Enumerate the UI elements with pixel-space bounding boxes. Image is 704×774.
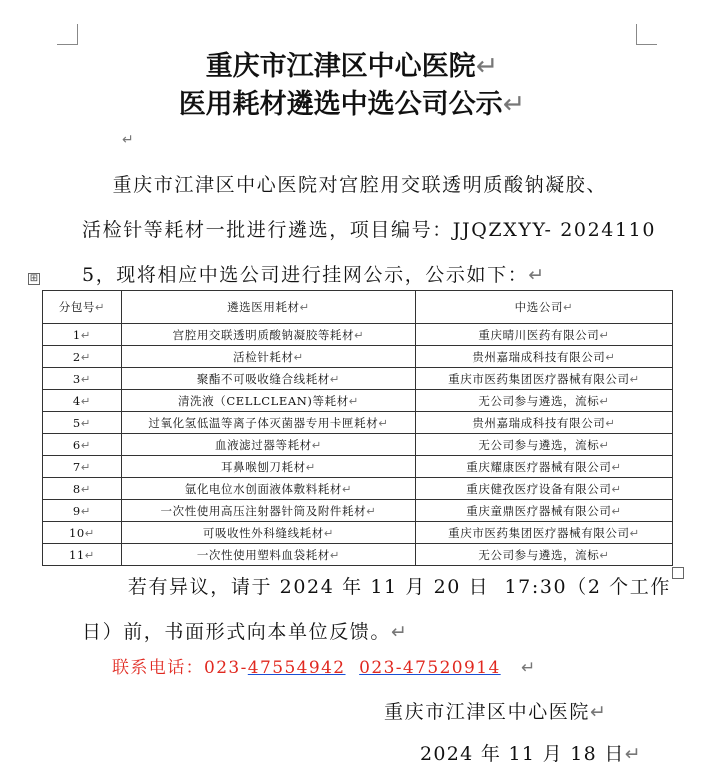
document-title-line2: 医用耗材遴选中选公司公示↵	[178, 89, 526, 120]
contact-phone-2: 023-47520914	[359, 658, 501, 678]
table-cell: 活检针耗材↵	[122, 346, 416, 368]
table-cell: 氩化电位水创面液体敷料耗材↵	[122, 478, 416, 500]
table-cell: 宫腔用交联透明质酸钠凝胶等耗材↵	[122, 324, 416, 346]
table-row	[43, 434, 673, 456]
table-header-cell: 分包号↵	[43, 291, 122, 324]
table-cell: 无公司参与遴选，流标↵	[416, 434, 673, 456]
table-cell: 7↵	[43, 456, 122, 478]
signature-organization: 重庆市江津区中心医院↵	[384, 701, 608, 723]
table-cell: 贵州嘉瑞成科技有限公司↵	[416, 346, 673, 368]
table-cell: 2↵	[43, 346, 122, 368]
table-cell: 重庆晴川医药有限公司↵	[416, 324, 673, 346]
table-cell: 8↵	[43, 478, 122, 500]
table-row	[43, 500, 673, 522]
table-cell: 无公司参与遴选，流标↵	[416, 544, 673, 566]
table-header-cell: 中选公司↵	[416, 291, 673, 324]
table-cell: 重庆健孜医疗设备有限公司↵	[416, 478, 673, 500]
contact-phone-1: 47554942	[247, 658, 346, 678]
table-row	[43, 544, 673, 566]
intro-line-3: 5，现将相应中选公司进行挂网公示，公示如下：↵	[82, 264, 546, 286]
document-title-line1: 重庆市江津区中心医院↵	[205, 51, 499, 82]
table-cell: 可吸收性外科缝线耗材↵	[122, 522, 416, 544]
table-cell: 一次性使用塑料血袋耗材↵	[122, 544, 416, 566]
table-cell: 一次性使用高压注射器针筒及附件耗材↵	[122, 500, 416, 522]
selection-results-table	[42, 290, 673, 566]
table-cell: 重庆童鼎医疗器械有限公司↵	[416, 500, 673, 522]
table-cell: 无公司参与遴选，流标↵	[416, 390, 673, 412]
paragraph-mark-icon: ↵	[122, 132, 134, 148]
contact-label: 联系电话：023-	[112, 658, 248, 678]
table-move-handle-icon[interactable]: ⊞	[29, 273, 39, 284]
objection-paragraph	[82, 565, 671, 655]
table-cell: 重庆市医药集团医疗器械有限公司↵	[416, 522, 673, 544]
table-cell: 血液滤过器等耗材↵	[122, 434, 416, 456]
table-row	[43, 456, 673, 478]
table-cell: 5↵	[43, 412, 122, 434]
table-cell: 聚酯不可吸收缝合线耗材↵	[122, 368, 416, 390]
page-corner-mark-top-right	[636, 24, 657, 45]
signature-date: 2024 年 11 月 18 日↵	[420, 743, 642, 765]
table-cell: 耳鼻喉刨刀耗材↵	[122, 456, 416, 478]
intro-line-1: 重庆市江津区中心医院对宫腔用交联透明质酸钠凝胶、	[112, 174, 607, 196]
table-row	[43, 478, 673, 500]
table-resize-handle[interactable]	[672, 567, 684, 579]
table-header-row	[43, 291, 673, 324]
table-row	[43, 368, 673, 390]
table-cell: 4↵	[43, 390, 122, 412]
table-cell: 重庆市医药集团医疗器械有限公司↵	[416, 368, 673, 390]
table-cell: 清洗液（CELLCLEAN)等耗材↵	[122, 390, 416, 412]
table-cell: 6↵	[43, 434, 122, 456]
table-row	[43, 522, 673, 544]
contact-phone-line: 联系电话：023-47554942 023-47520914 ↵	[112, 658, 537, 678]
table-cell: 贵州嘉瑞成科技有限公司↵	[416, 412, 673, 434]
table-row	[43, 412, 673, 434]
table-cell: 重庆耀康医疗器械有限公司↵	[416, 456, 673, 478]
objection-line-1: 若有异议，请于 2024 年 11 月 20 日 17:30（2 个工作	[127, 576, 671, 598]
table-header-cell: 遴选医用耗材↵	[122, 291, 416, 324]
table-cell: 1↵	[43, 324, 122, 346]
table-cell: 过氧化氢低温等离子体灭菌器专用卡匣耗材↵	[122, 412, 416, 434]
intro-paragraph	[82, 163, 657, 298]
table-cell: 10↵	[43, 522, 122, 544]
table-row	[43, 324, 673, 346]
table-row	[43, 346, 673, 368]
objection-line-2: 日）前，书面形式向本单位反馈。↵	[82, 621, 409, 643]
intro-line-2: 活检针等耗材一批进行遴选，项目编号：JJQZXYY- 2024110	[82, 219, 657, 241]
table-row	[43, 390, 673, 412]
table-cell: 11↵	[43, 544, 122, 566]
page-corner-mark-top-left	[57, 24, 78, 45]
table-cell: 3↵	[43, 368, 122, 390]
table-cell: 9↵	[43, 500, 122, 522]
